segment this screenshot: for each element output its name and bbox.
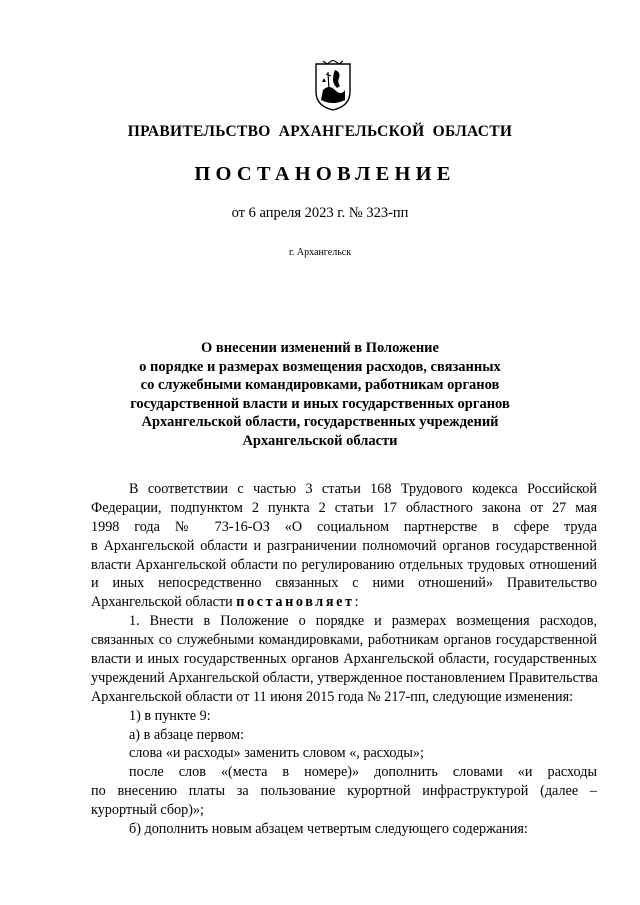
government-title: ПРАВИТЕЛЬСТВО АРХАНГЕЛЬСКОЙ ОБЛАСТИ [127, 123, 513, 140]
subitem-1: 1) в пункте 9: [129, 707, 211, 724]
subitem-a-change-2-line: после слов «(места в номере)» дополнить словами «и расходы [129, 764, 597, 781]
subject-line: О внесении изменений в Положение [201, 340, 439, 356]
document-body [91, 480, 597, 839]
document-date-number: от 6 апреля 2023 г. № 323-пп [231, 205, 409, 221]
preamble-line: и иных непосредственно связанных с ними отношений» Правительство [91, 575, 597, 592]
subitem-a-change-1: слова «и расходы» заменить словом «, расходы»; [129, 745, 424, 762]
document-type: ПОСТАНОВЛЕНИЕ [194, 163, 456, 185]
coat-of-arms-icon [313, 60, 353, 112]
document-city: г. Архангельск [288, 247, 352, 258]
preamble-line: В соответствии с частью 3 статьи 168 Трудового кодекса Российской [129, 481, 597, 497]
item1-line: 1. Внести в Положение о порядке и размерах возмещения расходов, [129, 613, 597, 630]
document-subject [100, 339, 540, 450]
subject-line: государственной власти и иных государственных органов [130, 395, 510, 412]
item1-line: учреждений Архангельской области, утвержденное постановлением Правительства [91, 669, 598, 686]
subject-line: о порядке и размерах возмещения расходов, связанных [139, 358, 501, 375]
subject-line: Архангельской области, государственных учреждений [141, 414, 499, 430]
subject-line: Архангельской области [242, 432, 398, 449]
preamble-last-line [91, 593, 597, 612]
preamble-line: Федерации, подпунктом 2 пункта 2 статьи 17 областного закона от 27 мая [91, 499, 597, 516]
item1-line: Архангельской области от 11 июня 2015 года № 217-пп, следующие изменения: [91, 688, 574, 705]
preamble-line: власти Архангельской области по регулированию отдельных трудовых отношений [91, 556, 597, 573]
resolves-word: постановляет [236, 594, 355, 611]
subitem-a-change-2-line: по внесению платы за пользование курортной инфраструктурой (далее – [91, 783, 597, 800]
preamble-last-suffix: : [354, 594, 359, 611]
item1-line: связанных со служебными командировками, работникам органов государственной [91, 632, 597, 649]
subitem-a: а) в абзаце первом: [129, 726, 244, 743]
subitem-b: б) дополнить новым абзацем четвертым следующего содержания: [129, 821, 528, 838]
subject-line: со служебными командировками, работникам органов [140, 377, 500, 393]
preamble-last-prefix: Архангельской области [91, 594, 237, 611]
preamble-line: в Архангельской области и разграничении полномочий органов государственной [91, 537, 597, 554]
item1-line: власти и иных государственных органов Архангельской области, государственных [91, 651, 597, 668]
preamble-line: 1998 года № 73-16-ОЗ «О социальном партнерстве в сфере труда [91, 518, 597, 535]
subitem-a-change-2-line: курортный сбор)»; [91, 802, 204, 819]
